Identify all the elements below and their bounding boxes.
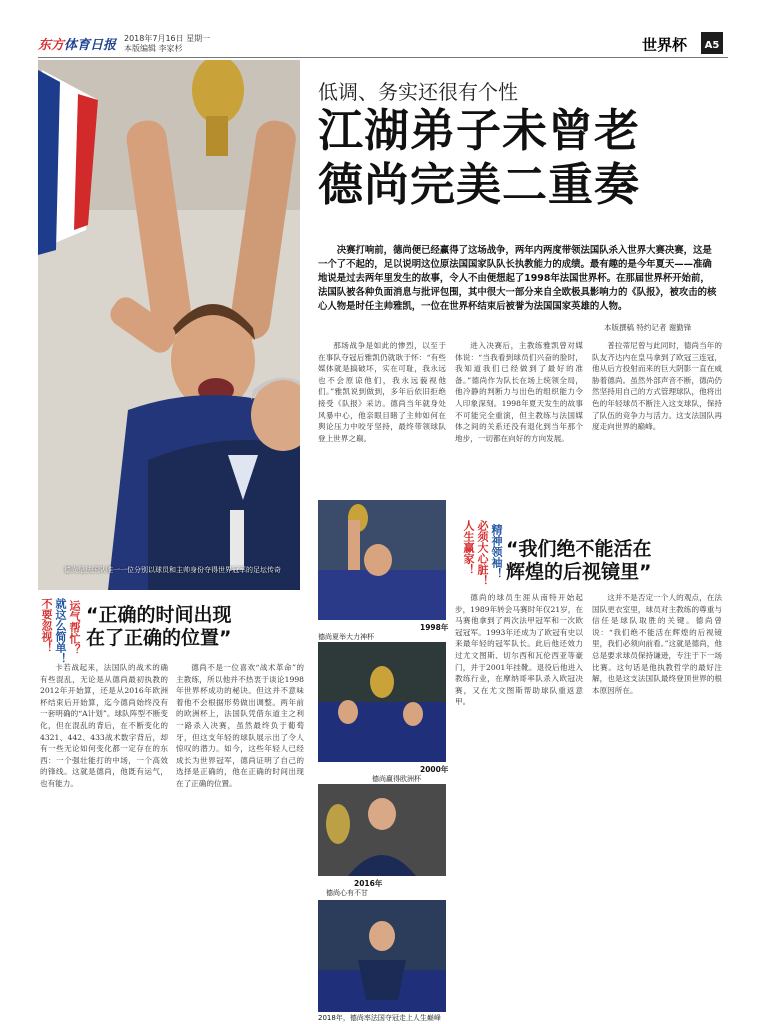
body-column-3: 普拉蒂尼曾与此同时，德尚当年的队友齐达内在皇马拿到了欧冠三连冠，他从后方投射而来的巨大阴影一直在威胁着德尚。虽然外部声音不断，德尚仍然坚持用自己的方式管理球队，他将出色的年轻球员不断注入这支球队，保持了队伍的竞争力与活力。这支法国队再度走向世界的巅峰。 xyxy=(592,341,722,432)
header-divider xyxy=(38,57,728,58)
title-line-1: 江湖弟子未曾老 xyxy=(318,104,641,157)
left-headline-line-2: 在了正确的位置” xyxy=(86,627,232,649)
title-line-2: 德尚完美二重奏 xyxy=(318,158,641,211)
right-tag-1: 人生赢家！ xyxy=(462,520,475,575)
newspaper-logo: 东方体育日报 xyxy=(38,38,117,53)
left-tag-2: 就这么简单！ xyxy=(54,598,67,664)
photo-2000-caption: 德尚赢得欧洲杯 xyxy=(372,775,421,783)
photo-2018 xyxy=(318,900,446,1012)
right-tag-2: 必须大心脏！ xyxy=(476,520,489,586)
article-lead: 决赛打响前，德尚便已经赢得了这场战争，两年内两度带领法国队杀入世界大赛决赛，这是一个了不起的，足以说明这位原法国国家队队长执教能力的成绩。最有趣的是今年夏天——准确地说是过去两年里发生的故事，令人不由便想起了1998年法国世界杯。在那届世界杯开始前，法国队被各种负面消息与批评包围，其中很大一部分来自全欧极具影响力的《队报》，被攻击的核心人物是时任主帅雅凯，一位在世界杯结束后被誉为法国国家英雄的人物。 xyxy=(318,245,717,312)
left-tag-1: 不要忽视！ xyxy=(40,598,53,653)
left-headline xyxy=(86,604,232,650)
right-tag-3: 精神领袖！ xyxy=(490,524,503,579)
issue-info xyxy=(124,34,210,54)
photo-1998 xyxy=(318,500,446,620)
right-body-column-1: 德尚的球员生涯从南特开始起步，1989年转会马赛时年仅21岁，在马赛他拿到了两次法甲冠军和一次欧冠冠军。1993年还成为了欧冠有史以来最年轻的冠军队长。此后他还效力过尤文图斯、切尔西和瓦伦西亚等豪门，并于2001年挂靴。退役后他进入教练行业，在摩纳哥率队杀入欧冠决赛，又在尤文图斯帮助球队重返意甲。 xyxy=(455,593,583,707)
left-tag-3: 运气帮忙？ xyxy=(68,600,81,655)
photo-2018-caption: 2018年，德尚率法国夺冠走上人生巅峰 xyxy=(318,1014,441,1022)
issue-date: 2018年7月16日 星期一 xyxy=(124,34,211,43)
photo-2016 xyxy=(318,784,446,876)
right-headline xyxy=(506,538,652,584)
right-body-column-2: 这并不是否定一个人的观点，在法国队更衣室里，球员对主教练的尊重与信任是球队取胜的关键。德尚曾说：“我们绝不能活在辉煌的后视镜里，我们必须向前看。”这就是德尚，他总是要求球员保持谦逊，专注于下一场比赛。这句话是他执教哲学的最好注解，也是这支法国队最终登顶世界的根本原因所在。 xyxy=(592,593,722,695)
body-column-2: 进入决赛后，主教练雅凯曾对媒体说：“当我看到球员们兴奋的脸时，我知道我们已经做到了最好的准备。”德尚作为队长在场上统领全局，他冷静的判断力与出色的组织能力令人印象深刻。1998年夏天发生的故事不可能完全重演，但主教练与法国媒体之间的关系还没有退化到当年那个地步，一切都在向好的方向发展。 xyxy=(455,341,583,443)
photo-1998-year: 1998年 xyxy=(420,623,449,632)
article-title xyxy=(318,104,640,212)
masthead xyxy=(38,34,728,54)
hero-photo-caption: 德尚是法国队唯一一位分别以球员和主帅身份夺得世界冠军的足坛传奇 xyxy=(64,566,281,574)
photo-2016-year: 2016年 xyxy=(354,879,383,888)
article-kicker: 低调、务实还很有个性 xyxy=(318,80,518,104)
photo-1998-caption: 德尚夏举大力神杯 xyxy=(318,633,374,641)
page-number-badge: A5 xyxy=(701,32,723,54)
photo-2016-caption: 德尚心有不甘 xyxy=(326,889,368,897)
right-headline-line-2: 辉煌的后视镜里” xyxy=(506,561,652,583)
left-headline-line-1: “正确的时间出现 xyxy=(86,604,232,626)
article-byline: 本版撰稿 特约记者 谢勤锋 xyxy=(604,323,692,332)
left-body-column-2: 德尚不是一位喜欢“战术革命”的主教练，所以他并不热衷于谈论1998年世界杯成功的秘诀。但这并不意味着他不会根据形势做出调整。两年前的欧洲杯上，法国队凭借东道主之利一路杀入决赛，虽然最终负于葡萄牙，但这支年轻的球队展示出了令人惊叹的潜力。如今，这些年轻人已经成长为世界冠军，德尚证明了自己的选择是正确的，他在正确的时间出现在了正确的位置。 xyxy=(176,663,304,788)
left-body-column-1: 卡若战起来，法国队的战术的确有些混乱，无论是从德尚最初执教的2012年开始算，还是从2016年欧洲杯结束后开始算，迄今德尚始终没有一套明确的“A计划”。球队阵型不断变化，但在混乱的背后，在不断变化的4321、442、433战术数字背后，却有一些无论如何变化都一定存在的东西：一个强壮能打的中场，一个高效的锋线。这就是德尚，他既有运气，也有能力。 xyxy=(40,663,168,788)
page-editor: 本版编辑 李家杉 xyxy=(124,44,183,53)
section-title: 世界杯 xyxy=(642,36,688,54)
hero-photo xyxy=(38,60,300,590)
body-column-1: 那场战争是如此的惨烈，以至于在事队夺冠后雅凯仍就耿于怀：“有些媒体就是搞破坏，实在可耻，我永远也不会原谅他们，我永远藐视他们。”雅凯说到做到，多年后依旧拒绝接受《队报》采访。德尚当年就身处风暴中心，他亲眼目睹了主帅如何在舆论压力中咬牙坚持，最终带领球队登上世界之巅。 xyxy=(318,341,446,443)
right-headline-line-1: “我们绝不能活在 xyxy=(506,538,652,560)
photo-2000 xyxy=(318,642,446,762)
photo-2000-year: 2000年 xyxy=(420,765,449,774)
